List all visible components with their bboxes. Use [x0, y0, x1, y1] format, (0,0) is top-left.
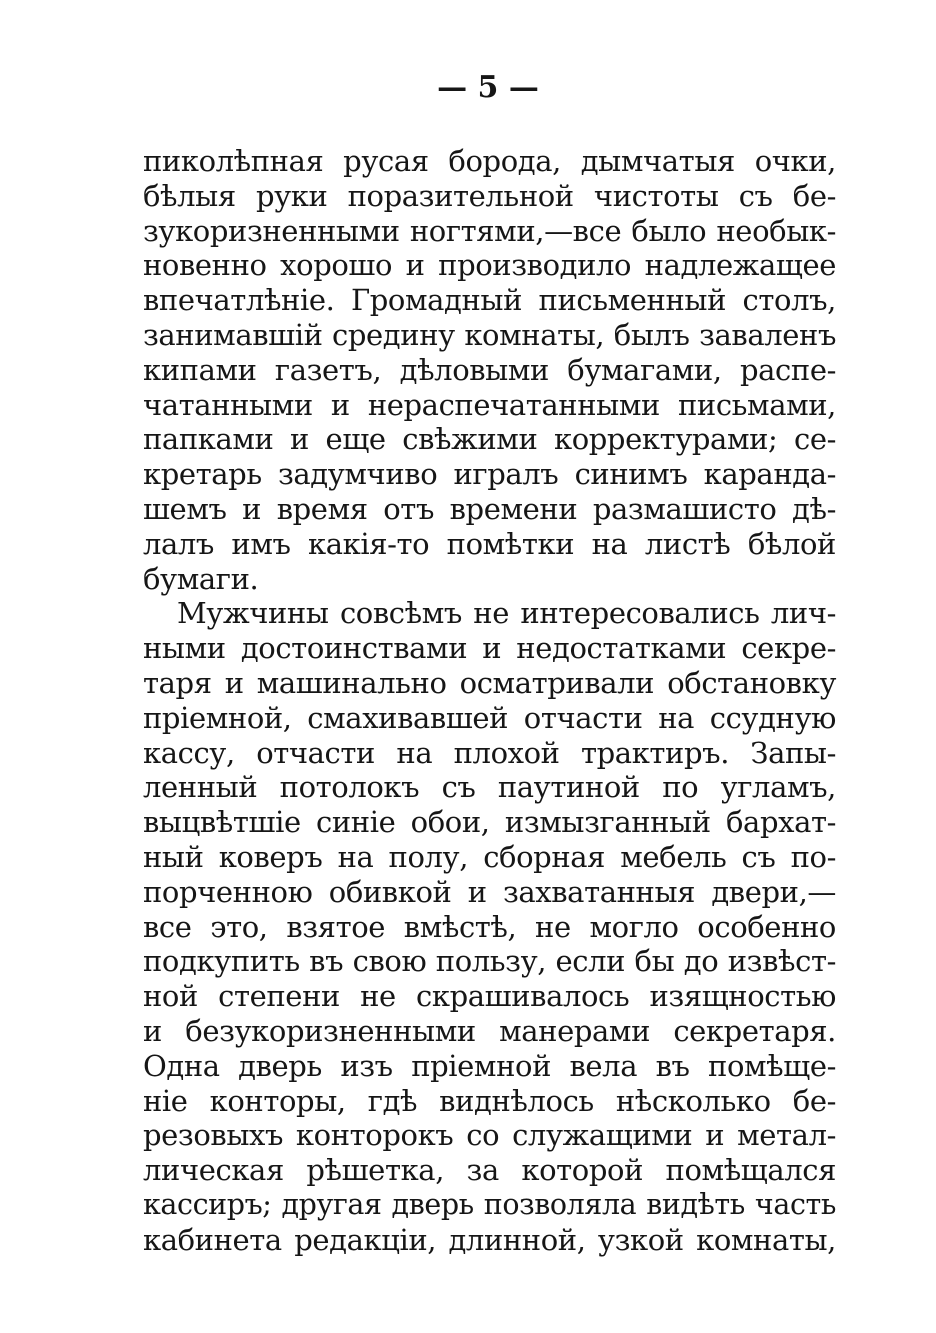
text-line: лалъ имъ какія-то помѣтки на листѣ бѣлой — [143, 526, 836, 561]
text-line: шемъ и время отъ времени размашисто дѣ- — [143, 491, 836, 526]
text-line: Мужчины совсѣмъ не интересовались лич- — [177, 596, 836, 631]
text-line: резовыхъ конторокъ со служащими и метал- — [143, 1118, 836, 1153]
text-line: новенно хорошо и производило надлежащее — [143, 248, 836, 283]
page-number: — 5 — — [437, 70, 539, 105]
paragraph-1 — [143, 144, 836, 596]
text-line: ный коверъ на полу, сборная мебель съ по- — [143, 839, 836, 874]
body-text — [143, 144, 836, 1258]
text-line: лическая рѣшетка, за которой помѣщался — [143, 1153, 836, 1188]
text-line: и безукоризненными манерами секретаря. — [143, 1013, 836, 1048]
text-line: пріемной, смахивавшей отчасти на ссудную — [143, 700, 836, 735]
text-line: кретарь задумчиво игралъ синимъ каранда- — [143, 457, 836, 492]
text-line: Одна дверь изъ пріемной вела въ помѣще- — [143, 1048, 836, 1083]
text-line: кассиръ; другая дверь позволяла видѣть часть — [143, 1187, 836, 1221]
text-line: чатанными и нераспечатанными письмами, — [143, 387, 836, 422]
text-line: занимавшій средину комнаты, былъ заваленъ — [143, 317, 836, 352]
text-line: кабинета редакціи, длинной, узкой комнаты, — [143, 1222, 836, 1257]
text-line: кипами газетъ, дѣловыми бумагами, распе- — [143, 352, 836, 387]
text-line: порченною обивкой и захватанныя двери,— — [143, 874, 836, 909]
text-line: ными достоинствами и недостатками секре- — [143, 631, 836, 666]
paragraph-2 — [143, 596, 836, 1257]
text-line: бумаги. — [143, 561, 259, 596]
text-line: впечатлѣніе. Громадный письменный столъ, — [143, 283, 836, 318]
text-line: выцвѣтшіе синіе обои, измызганный бархат- — [143, 805, 836, 840]
text-line: пиколѣпная русая борода, дымчатыя очки, — [143, 144, 836, 178]
text-line: ніе конторы, гдѣ виднѣлось нѣсколько бе- — [143, 1083, 836, 1118]
text-line: бѣлыя руки поразительной чистоты съ бе- — [143, 178, 836, 213]
text-line: зукоризненными ногтями,—все было необык- — [143, 213, 836, 248]
text-line: ной степени не скрашивалось изящностью — [143, 979, 836, 1014]
text-line: все это, взятое вмѣстѣ, не могло особенно — [143, 909, 836, 944]
text-line: кассу, отчасти на плохой трактиръ. Запы- — [143, 735, 836, 770]
text-line: ленный потолокъ съ паутиной по угламъ, — [143, 770, 836, 805]
text-line: таря и машинально осматривали обстановку — [143, 665, 836, 700]
text-line: папками и еще свѣжими корректурами; се- — [143, 422, 836, 457]
text-line: подкупить въ свою пользу, если бы до извѣст- — [143, 944, 836, 979]
